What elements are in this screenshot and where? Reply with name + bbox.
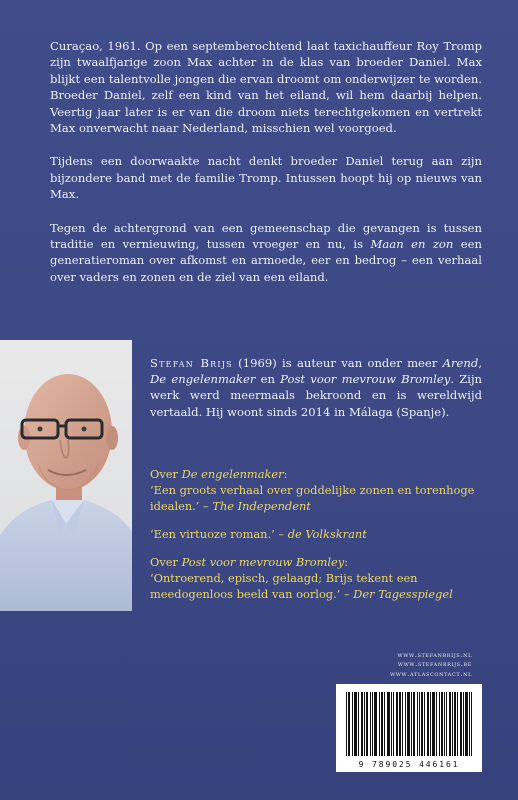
author-name: Stefan Brijs [150, 356, 233, 370]
barcode-bar [457, 692, 458, 756]
quote-source: Der Tagesspiegel [353, 587, 453, 601]
barcode-bar [439, 692, 440, 756]
bio-text-4: . Zijn werk werd meermaals bekroond en is wereldwijd vertaald. Hij woont sinds 2014 in Málaga (Spanje). [150, 372, 483, 419]
barcode-bar [460, 692, 461, 756]
barcode-bar [354, 692, 355, 756]
bio-text-1: (1969) is auteur van onder meer [232, 356, 443, 370]
website-list [390, 651, 472, 679]
barcode-bar [358, 692, 359, 756]
barcode-bar [465, 692, 466, 756]
barcode-bar [469, 692, 470, 756]
quote-text: ‘Een groots verhaal over goddelijke zonen en torenhoge idealen.’ – [150, 483, 475, 513]
barcode-bar [449, 692, 450, 756]
barcode-bar [393, 692, 394, 756]
barcode-bar [356, 692, 357, 756]
barcode-bar [427, 692, 428, 756]
press-quotes [150, 466, 482, 614]
bio-book-2: De engelenmaker [150, 372, 256, 387]
barcode-bar [452, 692, 453, 756]
barcode-bar [405, 692, 406, 756]
barcode-bar [466, 692, 467, 756]
barcode-bar [366, 692, 367, 756]
quote-block-3 [150, 554, 482, 602]
barcode-bar [397, 692, 398, 756]
barcode-bar [409, 692, 410, 756]
quote-2 [150, 526, 482, 542]
barcode-bar [413, 692, 414, 756]
barcode-bar [384, 692, 385, 756]
barcode-bar [408, 692, 409, 756]
quote-source: The Independent [212, 499, 311, 513]
barcode-bar [379, 692, 380, 756]
quote-block-2 [150, 526, 482, 542]
barcode-bar [382, 692, 383, 756]
isbn-digits: 9 789025 446161 [358, 760, 460, 769]
quote-text: ‘Een virtuoze roman.’ – [150, 527, 288, 541]
quote-colon: : [344, 555, 349, 569]
barcode-bar [455, 692, 456, 756]
blurb-paragraph-2: Tijdens een doorwaakte nacht denkt broeder Daniel terug aan zijn bijzondere band met de familie Tromp. Intussen hoopt hij op nieuws van Max. [50, 154, 482, 202]
quote-1 [150, 482, 482, 514]
author-bio [150, 355, 482, 420]
website-link[interactable]: www.stefanbrijs.nl [397, 651, 472, 659]
author-portrait-icon [0, 340, 132, 611]
barcode-bar [441, 692, 442, 756]
barcode-bar [432, 692, 433, 756]
barcode-bar [399, 692, 400, 756]
quote-source: de Volkskrant [287, 527, 367, 541]
blurb-paragraph-3-start: Tegen de achtergrond van een gemeenschap die gevangen is tussen traditie en vernieuwing, tussen vroeger en nu, is [50, 220, 482, 252]
barcode-bar [402, 692, 403, 756]
barcode-bar [376, 692, 377, 756]
barcode-bar [396, 692, 397, 756]
barcode-bar [375, 692, 376, 756]
quote-colon: : [283, 467, 288, 481]
barcode-bar [436, 692, 437, 756]
barcode-bar [374, 692, 375, 756]
barcode-bar [400, 692, 401, 756]
barcode-bar [446, 692, 447, 756]
bio-book-1: Arend [442, 356, 479, 370]
barcode-bar [346, 692, 347, 756]
bio-text-2: , [478, 356, 482, 370]
barcode-bar [361, 692, 362, 756]
barcode-bar [364, 692, 365, 756]
barcode-bar [407, 692, 408, 756]
barcode-bar [434, 692, 435, 756]
barcode-bar [388, 692, 389, 756]
quote-over-label: Over [150, 467, 182, 481]
barcode-bar [444, 692, 445, 756]
barcode-bar [471, 692, 472, 756]
barcode-bar [433, 692, 434, 756]
book-title: Maan en zon [370, 237, 454, 252]
quote-book-title: Post voor mevrouw Bromley [181, 555, 345, 569]
quote-over-label: Over [150, 555, 182, 569]
barcode-bar [461, 692, 462, 756]
barcode-bar [414, 692, 415, 756]
barcode-bar [348, 692, 349, 756]
quote-heading-3 [150, 554, 482, 570]
bio-text-3: en [255, 372, 281, 387]
barcode-bar [355, 692, 356, 756]
barcode-bar [419, 692, 420, 756]
quote-book-title: De engelenmaker [181, 467, 284, 481]
bio-book-3: Post voor mevrouw Bromley [280, 372, 451, 387]
blurb-text [50, 38, 482, 297]
barcode-bar [421, 692, 422, 756]
barcode-bar [411, 692, 412, 756]
quote-text: ‘Ontroerend, episch, gelaagd; Brijs tekent een meedogenloos beeld van oorlog.’ – [150, 571, 418, 601]
barcode-bar [442, 692, 443, 756]
barcode-bar [367, 692, 368, 756]
barcode-bar [422, 692, 423, 756]
quote-heading-1 [150, 466, 482, 482]
blurb-paragraph-3-end: een generatieroman over afkomst en armoede, eer en bedrog – een verhaal over vaders en zonen en de ziel van een eiland. [50, 237, 482, 284]
isbn-barcode [336, 684, 482, 772]
barcode-bar [362, 692, 363, 756]
barcode-bar [352, 692, 353, 756]
barcode-bar [450, 692, 451, 756]
website-link[interactable]: www.stefanbrijs.be [397, 660, 472, 669]
barcode-bar [389, 692, 390, 756]
barcode-bar [424, 692, 425, 756]
barcode-bar [467, 692, 468, 756]
barcode-bar [349, 692, 350, 756]
barcode-bar [370, 692, 371, 756]
barcode-bar [428, 692, 429, 756]
barcode-bar [463, 692, 464, 756]
quote-block-1 [150, 466, 482, 514]
barcode-bar [430, 692, 431, 756]
blurb-paragraph-1: Curaçao, 1961. Op een septemberochtend laat taxichauffeur Roy Tromp zijn twaalfjarige zoon Max achter in de klas van broeder Daniel. Max blijkt een talentvolle jongen die ervan droomt om onderwijzer te worden. Broeder Daniel, zelf een kind van het eiland, wil hem daarbij helpen. Veertig jaar later is er van die droom niets terechtgekomen en vertrekt Max onverwacht naar Nederland, misschien wel voorgoed. [50, 39, 482, 136]
website-link[interactable]: www.atlascontact.nl [390, 669, 472, 678]
barcode-bar [381, 692, 382, 756]
barcode-bar [372, 692, 373, 756]
author-photo [0, 340, 132, 611]
blurb-paragraph-3 [50, 220, 482, 286]
barcode-bar [387, 692, 388, 756]
quote-3 [150, 570, 482, 602]
barcode-bar [417, 692, 418, 756]
barcode-icon [346, 692, 472, 756]
barcode-bar [391, 692, 392, 756]
barcode-bar [454, 692, 455, 756]
